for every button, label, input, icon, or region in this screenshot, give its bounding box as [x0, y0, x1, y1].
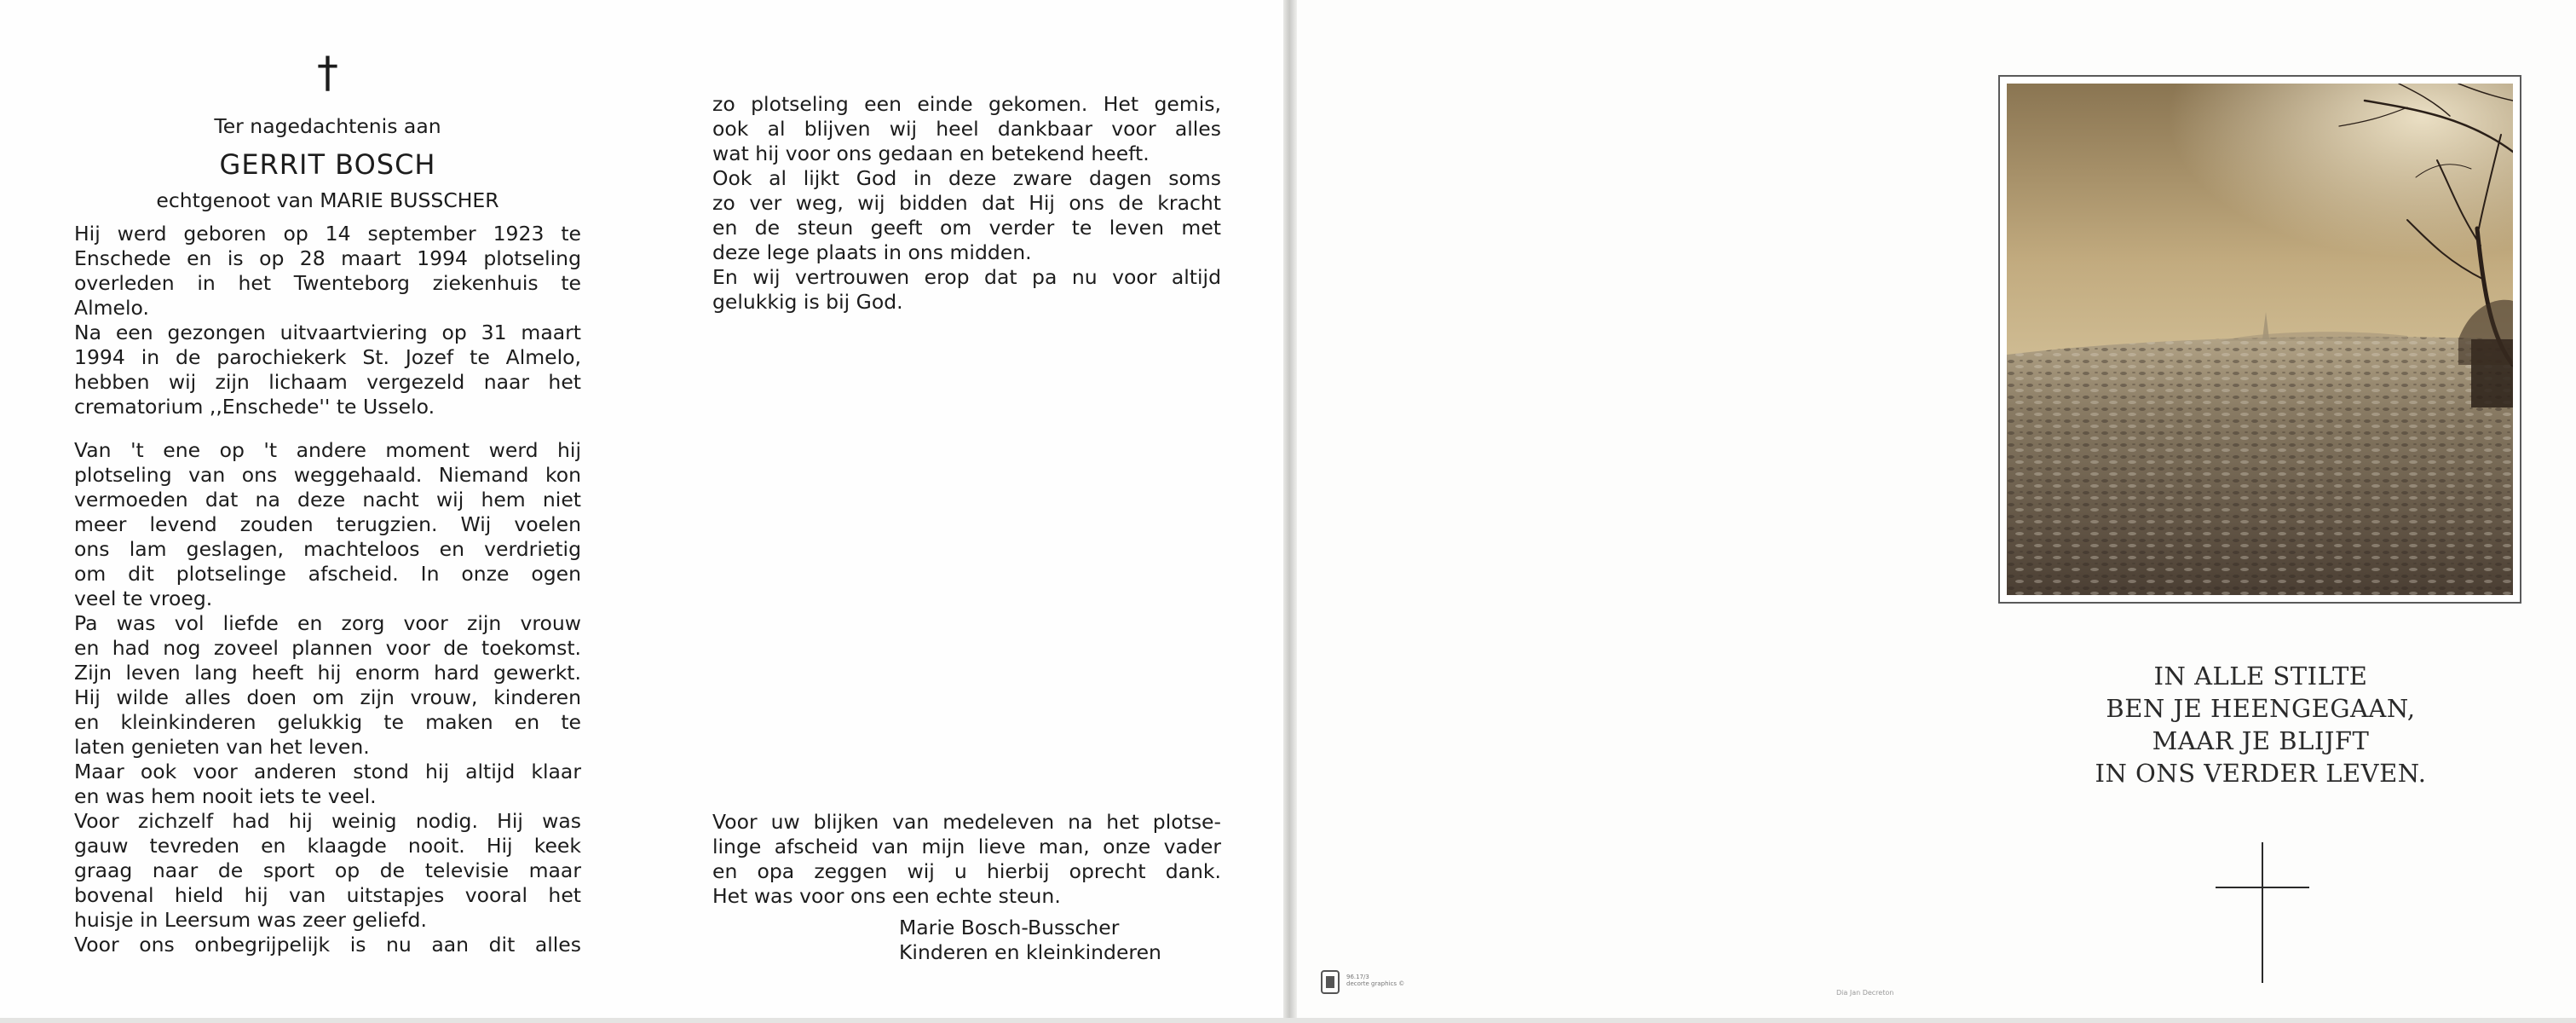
text-line: wat hij voor ons gedaan en betekend heeft. [712, 142, 1150, 165]
spouse-line: echtgenoot van MARIE BUSSCHER [156, 188, 499, 212]
text-line: Van 't ene op 't andere moment werd hij [74, 438, 581, 462]
text-line: Pa was vol liefde en zorg voor zijn vrouw [74, 611, 581, 635]
text-line: en had nog zoveel plannen voor de toekomst. [74, 636, 581, 660]
signature [712, 916, 1221, 965]
text-line: Almelo. [74, 296, 149, 320]
text-line: laten genieten van het leven. [74, 735, 370, 759]
text-line: gelukkig is bij God. [712, 290, 903, 314]
card-fold [1283, 0, 1297, 1023]
dagger-cross-icon: † [317, 48, 338, 97]
text-line: Voor zichzelf had hij weinig nodig. Hij was [74, 809, 581, 833]
text-line: 1994 in de parochiekerk St. Jozef te Almelo, [74, 345, 581, 369]
text-line: Het was voor ons een echte steun. [712, 884, 1061, 908]
text-line: gauw tevreden en klaagde nooit. Hij keek [74, 834, 581, 858]
text-line: om dit plotselinge afscheid. In onze ogen [74, 562, 581, 586]
text-line: en de steun geeft om verder te leven met [712, 216, 1221, 240]
text-line: hebben wij zijn lichaam vergezeld naar het [74, 370, 581, 394]
text-line: Voor ons onbegrijpelijk is nu aan dit alles [74, 933, 581, 957]
text-line: zo ver weg, wij bidden dat Hij ons de kracht [712, 191, 1221, 215]
printer-code-line: 96.17/3 [1346, 974, 1369, 980]
text-line: Maar ook voor anderen stond hij altijd klaar [74, 760, 581, 783]
poem-line: IN ALLE STILTE [2153, 662, 2368, 691]
text-line: crematorium ,,Enschede'' te Usselo. [74, 395, 435, 419]
photo-frame [1998, 75, 2521, 604]
signature-line: Marie Bosch-Busscher [899, 916, 1120, 939]
text-line: En wij vertrouwen erop dat pa nu voor altijd [712, 265, 1221, 289]
text-line: ons lam geslagen, machteloos en verdrietig [74, 537, 581, 561]
text-line: deze lege plaats in ons midden. [712, 240, 1032, 264]
text-line: Voor uw blijken van medeleven na het plotse- [712, 810, 1221, 834]
page-bottom-edge [0, 1018, 2576, 1023]
tribute-block [74, 438, 581, 957]
text-line: linge afscheid van mijn lieve man, onze vader [712, 835, 1221, 858]
latin-cross-icon [2216, 842, 2309, 983]
text-line: graag naar de sport op de televisie maar [74, 858, 581, 882]
text-line: en opa zeggen wij u hierbij oprecht dank. [712, 859, 1221, 883]
text-line: en kleinkinderen gelukkig te maken en te [74, 710, 581, 734]
text-line: overleden in het Twenteborg ziekenhuis te [74, 271, 581, 295]
poem-line: IN ONS VERDER LEVEN. [2095, 759, 2427, 788]
text-line: en was hem nooit iets te veel. [74, 784, 377, 808]
text-line: Enschede en is op 28 maart 1994 plotseling [74, 246, 581, 270]
printer-logo-icon [1320, 969, 1340, 995]
printer-code [1346, 974, 1404, 987]
signature-line: Kinderen en kleinkinderen [899, 940, 1161, 964]
text-line: Hij werd geboren op 14 september 1923 te [74, 222, 581, 246]
deceased-name: GERRIT BOSCH [219, 148, 436, 181]
text-line: huisje in Leersum was zeer geliefd. [74, 908, 427, 932]
winter-field-photo [2007, 84, 2513, 595]
text-line: zo plotseling een einde gekomen. Het gemis, [712, 92, 1221, 116]
intro-line: Ter nagedachtenis aan [214, 114, 441, 138]
text-line: ook al blijven wij heel dankbaar voor alles [712, 117, 1221, 141]
photo-credit: Dia Jan Decreton [1836, 989, 1894, 997]
biography-block [74, 222, 581, 419]
left-page [0, 0, 1287, 1023]
thanks-block [712, 810, 1221, 965]
printer-code-line: decorte graphics © [1346, 980, 1405, 987]
text-column-2 [712, 92, 1221, 315]
poem [2031, 660, 2491, 789]
text-line: Hij wilde alles doen om zijn vrouw, kinderen [74, 685, 581, 709]
text-line: bovenal hield hij van uitstapjes vooral het [74, 883, 581, 907]
poem-line: BEN JE HEENGEGAAN, [2106, 694, 2416, 723]
text-line: plotseling van ons weggehaald. Niemand kon [74, 463, 581, 487]
text-line: Zijn leven lang heeft hij enorm hard gewerkt. [74, 661, 581, 685]
text-line: vermoeden dat na deze nacht wij hem niet [74, 488, 581, 512]
text-line: Na een gezongen uitvaartviering op 31 maart [74, 321, 581, 344]
text-column-1 [74, 49, 581, 957]
text-line: meer levend zouden terugzien. Wij voelen [74, 512, 581, 536]
text-line: veel te vroeg. [74, 587, 213, 610]
poem-line: MAAR JE BLIJFT [2152, 726, 2370, 755]
text-line: Ook al lijkt God in deze zware dagen soms [712, 166, 1221, 190]
